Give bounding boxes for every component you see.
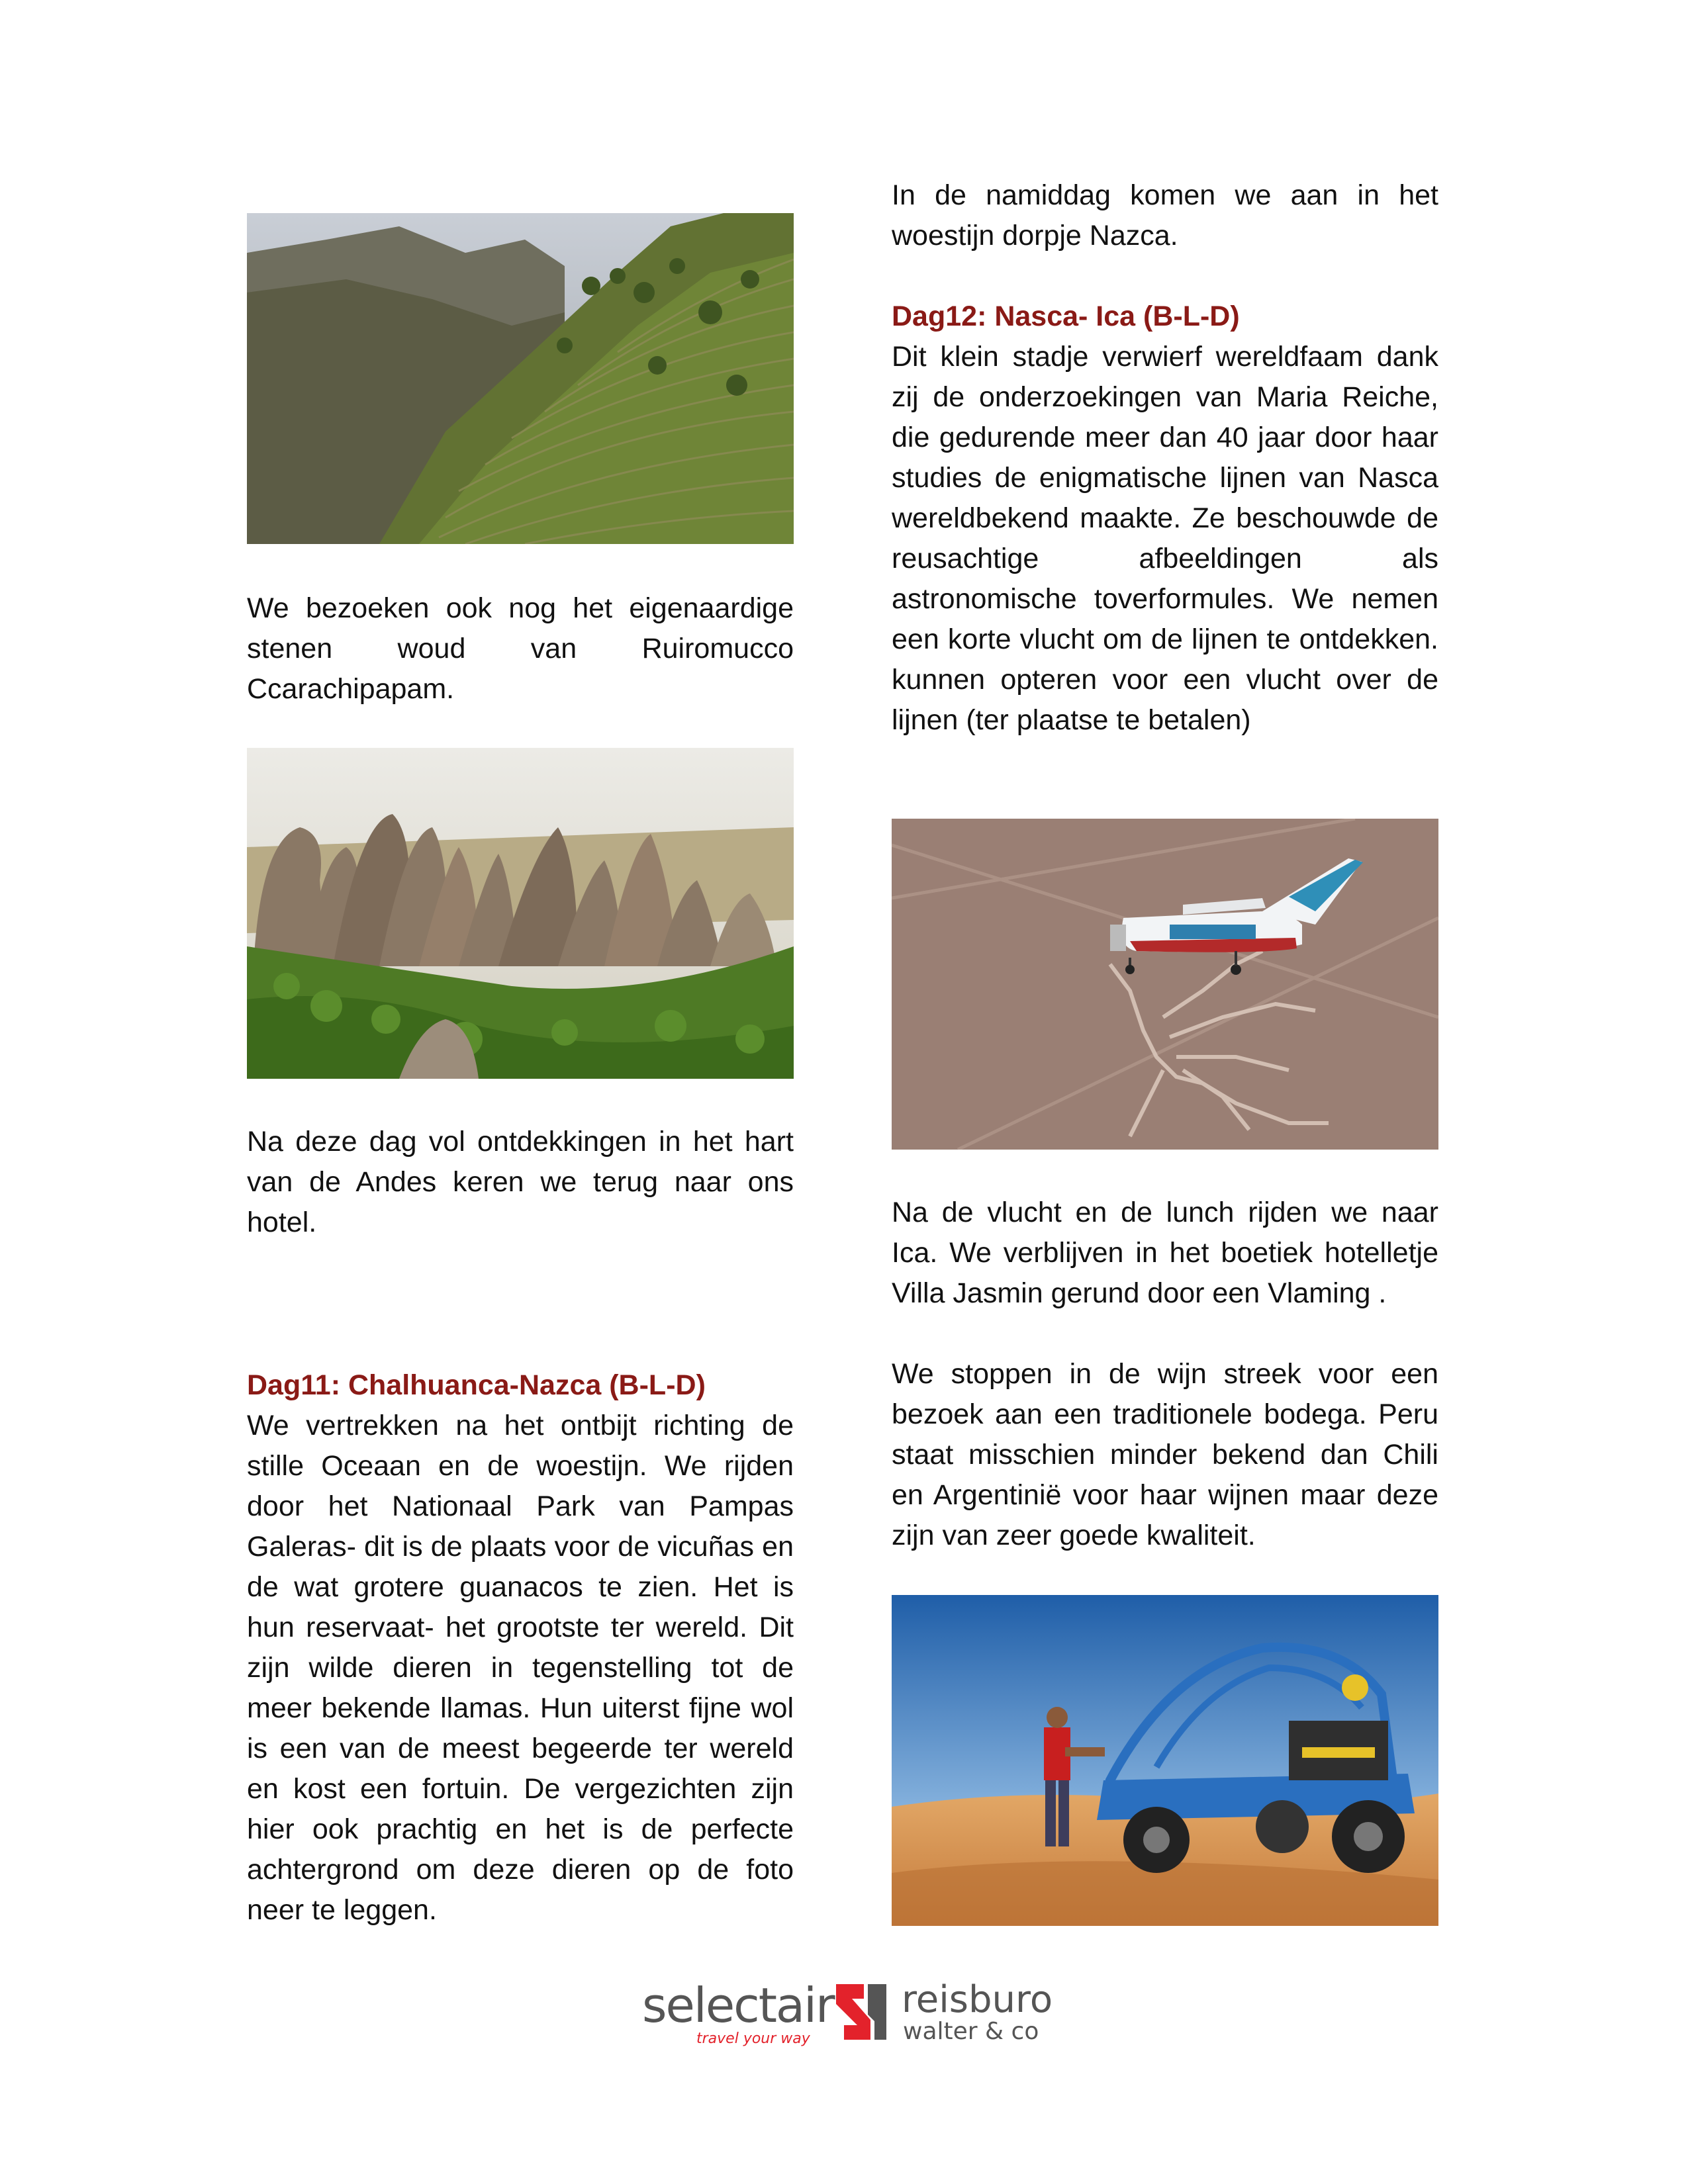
- arrival-paragraph: In de namiddag komen we aan in het woestijn dorpje Nazca.: [892, 179, 1438, 251]
- terraced-mountains-photo: [247, 213, 794, 544]
- day11-heading: Dag11: Chalhuanca-Nazca (B-L-D): [247, 1369, 706, 1401]
- dune-buggy-photo: [892, 1595, 1438, 1926]
- day12-heading: Dag12: Nasca- Ica (B-L-D): [892, 300, 1240, 332]
- footer-logos: [642, 1979, 1053, 2052]
- selectair-tagline: travel your way: [696, 2030, 810, 2047]
- return-hotel-paragraph: Na deze dag vol ontdekkingen in het hart van de Andes keren we terug naar ons hotel.: [247, 1126, 794, 1238]
- wine-paragraph: We stoppen in de wijn streek voor een bezoek aan een traditionele bodega. Peru staat misschien minder bekend dan Chili en Argentinië voor haar wijnen maar deze zijn van zeer goede kwaliteit.: [892, 1358, 1438, 1551]
- walter-co-logo-text: walter & co: [903, 2018, 1039, 2045]
- stone-forest-paragraph: We bezoeken ook nog het eigenaardige stenen woud van Ruiromucco Ccarachipapam.: [247, 592, 794, 705]
- day12-body: Dit klein stadje verwierf wereldfaam dank zij de onderzoekingen van Maria Reiche, die gedurende meer dan 40 jaar door haar studies de enigmatische lijnen van Nasca wereldbekend maakte. Ze beschouwde de reusachtige afbeeldingen als astronomische toverformules. We nemen een korte vlucht om de lijnen te ontdekken. kunnen opteren voor een vlucht over de lijnen (ter plaatse te betalen): [892, 341, 1438, 736]
- ica-paragraph: Na de vlucht en de lunch rijden we naar Ica. We verblijven in het boetiek hotelletje Villa Jasmin gerund door een Vlaming .: [892, 1197, 1438, 1309]
- reisburo-logo-text: reisburo: [902, 1978, 1053, 2021]
- nazca-plane-photo: [892, 819, 1438, 1150]
- stone-forest-photo: [247, 748, 794, 1079]
- selectair-logo-text: selectair: [642, 1978, 834, 2033]
- day11-body: We vertrekken na het ontbijt richting de stille Oceaan en de woestijn. We rijden door het Nationaal Park van Pampas Galeras- dit is de plaats voor de vicuñas en de wat grotere guanacos te zien. Het is hun reservaat- het grootste ter wereld. Dit zijn wilde dieren in tegenstelling tot de meer bekende llamas. Hun uiterst fijne wol is een van de meest begeerde ter wereld en kost een fortuin. De vergezichten zijn hier ook prachtig en het is de perfecte achtergrond om deze dieren op de foto neer te leggen.: [247, 1410, 794, 1926]
- selectair-s-icon: [831, 1981, 890, 2042]
